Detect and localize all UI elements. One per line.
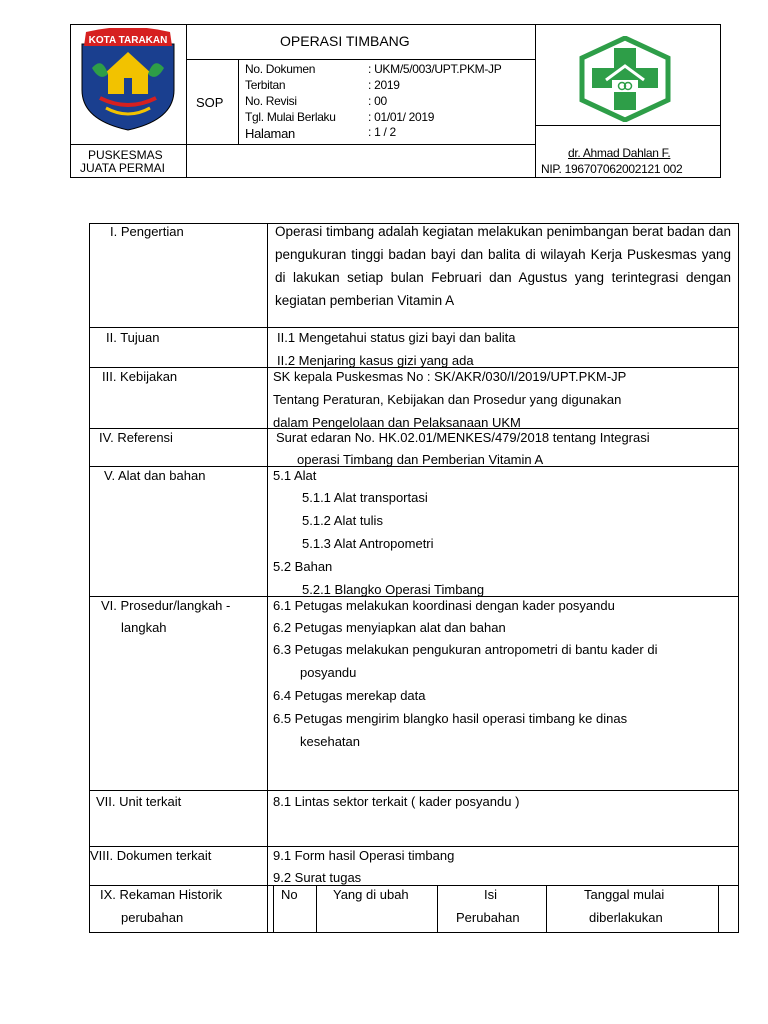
label-rekaman-2: perubahan — [121, 910, 184, 925]
alat-item-3: 5.1.3 Alat Antropometri — [302, 536, 434, 551]
meta-label-dokumen: No. Dokumen — [245, 62, 316, 76]
label-prosedur-2: langkah — [121, 620, 167, 635]
history-col-diberlakukan: diberlakukan — [589, 910, 663, 925]
kebijakan-line-2: Tentang Peraturan, Kebijakan dan Prosedur yang digunakan — [273, 392, 622, 407]
meta-value-halaman: : 1 / 2 — [368, 125, 396, 139]
meta-label-revisi: No. Revisi — [245, 94, 297, 108]
label-unit: VII. Unit terkait — [96, 794, 182, 809]
pengertian-text: Operasi timbang adalah kegiatan melakukan penimbangan berat badan dan pengukuran tinggi badan bayi dan balita di wilayah Kerja Puskesmas yang di lakukan setiap bulan Februari dan Agustus yang terintegrasi dengan kegiatan pemberian Vitamin A — [275, 224, 731, 308]
alat-head: 5.1 Alat — [273, 468, 317, 483]
kebijakan-line-1: SK kepala Puskesmas No : SK/AKR/030/I/2019/UPT.PKM-JP — [273, 369, 627, 384]
bahan-item-1: 5.2.1 Blangko Operasi Timbang — [302, 582, 485, 597]
history-col-isi: Isi — [484, 887, 497, 902]
meta-value-dokumen: : UKM/5/003/UPT.PKM-JP — [368, 62, 502, 76]
label-kebijakan: III. Kebijakan — [102, 369, 178, 384]
label-tujuan: II. Tujuan — [106, 330, 160, 345]
prosedur-line-6: 6.5 Petugas mengirim blangko hasil operasi timbang ke dinas — [273, 711, 628, 726]
meta-label-tgl: Tgl. Mulai Berlaku — [245, 110, 336, 124]
prosedur-line-4: posyandu — [300, 665, 357, 680]
meta-value-tgl: : 01/01/ 2019 — [368, 110, 435, 124]
tujuan-item-1: II.1 Mengetahui status gizi bayi dan balita — [277, 330, 516, 345]
referensi-line-2: operasi Timbang dan Pemberian Vitamin A — [297, 452, 544, 467]
meta-value-revisi: : 00 — [368, 94, 387, 108]
meta-value-terbitan: : 2019 — [368, 78, 400, 92]
history-col-perubahan: Perubahan — [456, 910, 520, 925]
unit-text: 8.1 Lintas sektor terkait ( kader posyandu ) — [273, 794, 520, 809]
alat-item-2: 5.1.2 Alat tulis — [302, 513, 383, 528]
label-referensi: IV. Referensi — [99, 430, 173, 445]
tujuan-item-2: II.2 Menjaring kasus gizi yang ada — [277, 353, 474, 368]
history-col-tanggal: Tanggal mulai — [584, 887, 665, 902]
logo-text: KOTA TARAKAN — [88, 35, 168, 46]
signer-name: dr. Ahmad Dahlan F. — [568, 146, 671, 160]
sop-title: OPERASI TIMBANG — [280, 33, 410, 49]
kota-tarakan-logo — [78, 28, 178, 132]
label-pengertian: I. Pengertian — [110, 224, 184, 239]
referensi-line-1: Surat edaran No. HK.02.01/MENKES/479/2018 tentang Integrasi — [276, 430, 650, 445]
dokumen-item-2: 9.2 Surat tugas — [273, 870, 362, 885]
prosedur-line-5: 6.4 Petugas merekap data — [273, 688, 426, 703]
dokumen-item-1: 9.1 Form hasil Operasi timbang — [273, 848, 455, 863]
history-col-no: No — [281, 887, 298, 902]
meta-label-terbitan: Terbitan — [245, 78, 286, 92]
bahan-head: 5.2 Bahan — [273, 559, 333, 574]
history-col-yang-di-ubah: Yang di ubah — [333, 887, 409, 902]
sop-label: SOP — [196, 95, 224, 110]
label-prosedur-1: VI. Prosedur/langkah - — [101, 598, 231, 613]
signer-nip: NIP. 196707062002121 002 — [541, 162, 683, 176]
prosedur-line-1: 6.1 Petugas melakukan koordinasi dengan kader posyandu — [273, 598, 615, 613]
prosedur-line-7: kesehatan — [300, 734, 360, 749]
label-rekaman-1: IX. Rekaman Historik — [100, 887, 223, 902]
prosedur-line-2: 6.2 Petugas menyiapkan alat dan bahan — [273, 620, 506, 635]
org-line2: JUATA PERMAI — [80, 161, 165, 175]
alat-item-1: 5.1.1 Alat transportasi — [302, 490, 428, 505]
puskesmas-logo — [578, 36, 672, 122]
org-line1: PUSKESMAS — [88, 148, 163, 162]
label-dokumen: VIII. Dokumen terkait — [90, 848, 212, 863]
prosedur-line-3: 6.3 Petugas melakukan pengukuran antropometri di bantu kader di — [273, 642, 658, 657]
label-alat: V. Alat dan bahan — [104, 468, 206, 483]
meta-label-halaman: Halaman — [245, 126, 295, 141]
kebijakan-line-3: dalam Pengelolaan dan Pelaksanaan UKM — [273, 415, 521, 430]
